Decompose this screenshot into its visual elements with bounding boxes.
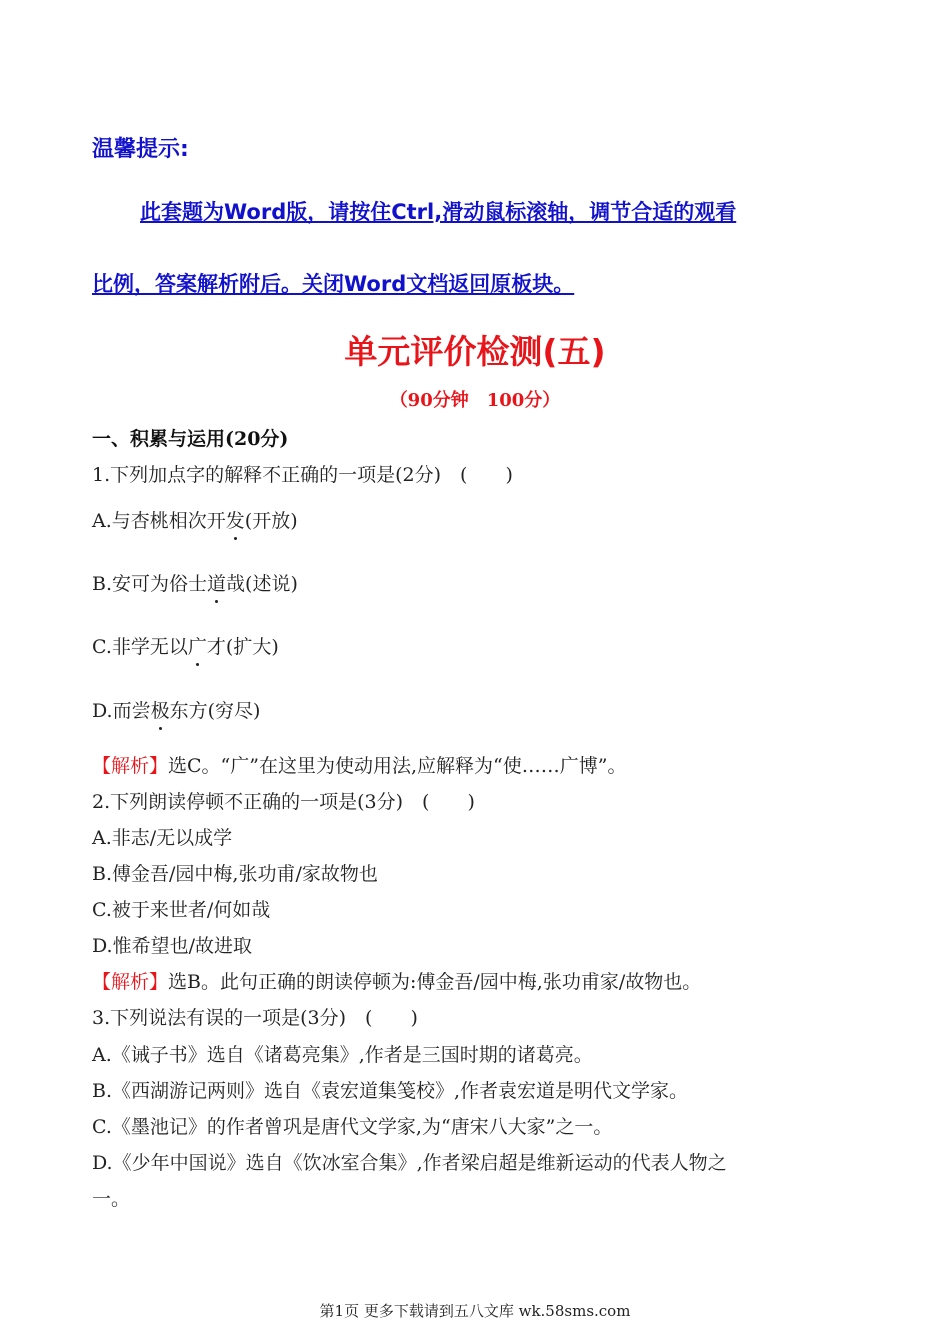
option-text: 哉(述说) (226, 573, 298, 595)
tip-title: 温馨提示: (92, 137, 189, 162)
section-heading: 一、积累与运用(20分) (92, 428, 289, 450)
dotted-char: 发 (226, 506, 245, 533)
option-text: A.与杏桃相次开 (92, 510, 226, 532)
analysis-text: 选C。“广”在这里为使动用法,应解释为“使……广博”。 (168, 755, 627, 777)
q1-analysis (92, 751, 626, 778)
q2-option-a: A.非志/无以成学 (92, 827, 233, 849)
q1-option-d (92, 696, 260, 723)
q3-option-b: B.《西湖游记两则》选自《袁宏道集笺校》,作者袁宏道是明代文学家。 (92, 1080, 689, 1102)
q1-stem: 1.下列加点字的解释不正确的一项是(2分) ( ) (92, 464, 513, 486)
q3-option-a: A.《诫子书》选自《诸葛亮集》,作者是三国时期的诸葛亮。 (92, 1044, 593, 1066)
dotted-char: 广 (188, 632, 207, 659)
option-text: C.非学无以 (92, 636, 188, 658)
option-text: (开放) (244, 510, 298, 532)
document-subtitle: （90分钟 100分） (389, 390, 561, 411)
q1-option-c (92, 632, 279, 659)
q3-option-d-continued: 一。 (92, 1188, 131, 1210)
dotted-char: 极 (151, 696, 170, 723)
analysis-tag: 【解析】 (92, 971, 169, 993)
option-text: 东方(穷尽) (169, 700, 261, 722)
q2-analysis (92, 967, 701, 994)
q3-option-d: D.《少年中国说》选自《饮冰室合集》,作者梁启超是维新运动的代表人物之 (92, 1152, 727, 1174)
option-text: B.安可为俗士 (92, 573, 208, 595)
q1-option-b (92, 569, 298, 596)
tip-line-2[interactable]: 比例，答案解析附后。关闭Word文档返回原板块。 (92, 272, 575, 296)
q1-option-a (92, 506, 298, 533)
q2-stem: 2.下列朗读停顿不正确的一项是(3分) ( ) (92, 791, 475, 813)
tip-line-1[interactable]: 此套题为Word版，请按住Ctrl,滑动鼠标滚轴，调节合适的观看 (140, 200, 737, 224)
q2-option-b: B.傅金吾/园中梅,张功甫/家故物也 (92, 863, 378, 885)
q3-option-c: C.《墨池记》的作者曾巩是唐代文学家,为“唐宋八大家”之一。 (92, 1116, 613, 1138)
option-text: D.而尝 (92, 700, 151, 722)
dotted-char: 道 (207, 569, 226, 596)
q2-option-c: C.被于来世者/何如哉 (92, 899, 271, 921)
q3-stem: 3.下列说法有误的一项是(3分) ( ) (92, 1007, 418, 1029)
analysis-text: 选B。此句正确的朗读停顿为:傅金吾/园中梅,张功甫家/故物也。 (168, 971, 702, 993)
analysis-tag: 【解析】 (92, 755, 169, 777)
option-text: 才(扩大) (206, 636, 279, 658)
page-footer: 第1页 更多下载请到五八文库 wk.58sms.com (319, 1302, 631, 1320)
document-title: 单元评价检测(五) (344, 332, 606, 371)
q2-option-d: D.惟希望也/故进取 (92, 935, 252, 957)
